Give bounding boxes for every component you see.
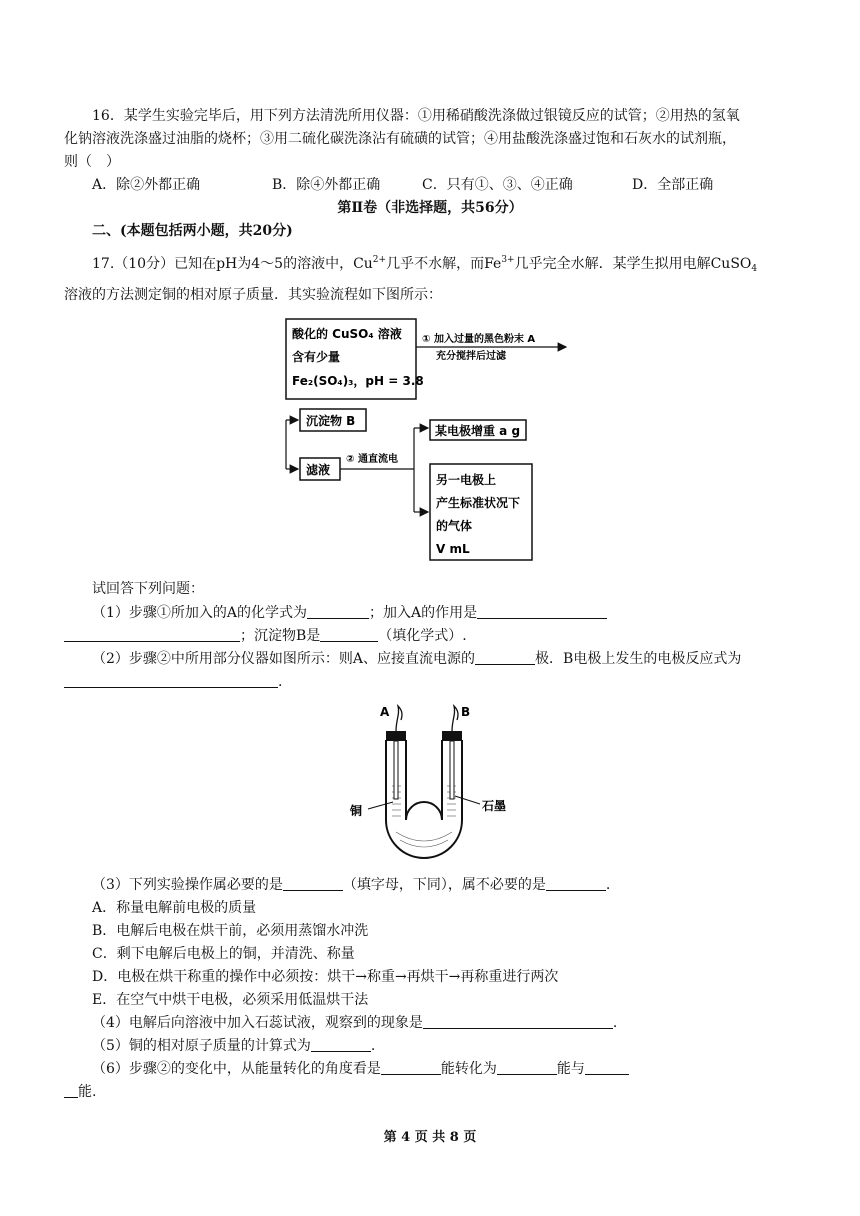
solution-line2: 含有少量: [292, 350, 341, 364]
q17-part6-line2: [64, 1083, 96, 1101]
choice-c: C．剩下电解后电极上的铜，并清洗、称量: [92, 946, 355, 962]
p5-end: .: [370, 1038, 376, 1054]
q17-intro-part-a: 17.（10分）已知在pH为4～5的溶液中，Cu: [92, 256, 373, 272]
q17-intro-part-b: 几乎不水解，而Fe: [386, 256, 502, 272]
q17-part2-line2: [64, 673, 282, 691]
q16-option-c: C．只有①、③、④正确: [422, 177, 573, 193]
precipitate-label: 沉淀物 B: [306, 414, 356, 428]
blank-necessary[interactable]: [283, 877, 343, 891]
experiment-flowchart: [270, 316, 580, 566]
blank-precipitate-b[interactable]: [320, 628, 378, 642]
blank-litmus-phenomenon[interactable]: [423, 1015, 613, 1029]
q17-part4: [92, 1014, 617, 1032]
q16-options: [92, 176, 713, 194]
fe-charge: 3+: [501, 255, 515, 265]
choice-d: D．电极在烘干称重的操作中必须按：烘干→称重→再烘干→再称重进行两次: [92, 969, 559, 985]
p4-end: .: [612, 1015, 618, 1031]
q17-part1-line2: [64, 627, 467, 645]
step1-label-line1: ① 加入过量的黑色粉末 A: [422, 334, 536, 345]
blank-atomic-mass-formula[interactable]: [311, 1038, 371, 1052]
step2-label: ② 通直流电: [346, 454, 398, 465]
q17-part3: [92, 876, 610, 894]
p3-end: .: [605, 877, 611, 893]
answer-prompt: 试回答下列问题：: [92, 581, 204, 597]
choice-e: E．在空气中烘干电极，必须采用低温烘干法: [92, 992, 369, 1008]
stopper-a: [386, 731, 406, 741]
electrolyte-solution: [390, 782, 458, 854]
p3-text-a: （3）下列实验操作属必要的是: [92, 877, 283, 893]
blank-electrode-pole[interactable]: [475, 651, 535, 665]
p6-text-c: 能与: [556, 1061, 585, 1077]
blank-energy-target-1[interactable]: [497, 1061, 557, 1075]
q16-option-a: A．除②外都正确: [92, 177, 201, 193]
p2-text-b: 极．B电极上发生的电极反应式为: [535, 651, 742, 667]
section-title: 第Ⅱ卷（非选择题，共56分）: [337, 200, 523, 216]
q16-line2: 化钠溶液洗涤盛过油脂的烧杯；③用二硫化碳洗涤沾有硫磺的试管；④用盐酸洗涤盛过饱和石灰水的试剂瓶，: [64, 131, 736, 147]
blank-electrode-reaction[interactable]: [64, 674, 278, 688]
q17-part2-line1: [92, 650, 741, 668]
p1-text-d: （填化学式）.: [378, 628, 467, 644]
cu-charge: 2+: [372, 255, 387, 265]
so4-subscript: 4: [751, 264, 758, 274]
result2-line1: 另一电极上: [436, 473, 497, 487]
p5-text-a: （5）铜的相对原子质量的计算式为: [92, 1038, 311, 1054]
p1-text-c: ；沉淀物B是: [240, 628, 321, 644]
graphite-electrode: [450, 741, 454, 799]
blank-energy-source[interactable]: [381, 1061, 441, 1075]
copper-electrode: [394, 741, 398, 799]
blank-a-formula[interactable]: [307, 605, 369, 619]
blank-unnecessary[interactable]: [546, 877, 606, 891]
p2-text-a: （2）步骤②中所用部分仪器如图所示：则A、应接直流电源的: [92, 651, 476, 667]
stopper-b: [442, 731, 462, 741]
p6-text-b: 能转化为: [440, 1061, 497, 1077]
result1-label: 某电极增重 a g: [435, 424, 521, 438]
blank-energy-target-2[interactable]: [585, 1061, 629, 1075]
q17-intro-part-c: 几乎完全水解．某学生拟用电解CuSO: [514, 256, 752, 272]
electrode-a-label: A: [380, 705, 390, 719]
solution-line3: Fe₂(SO₄)₃，pH = 3.8: [292, 374, 424, 388]
u-tube-apparatus: [340, 700, 520, 862]
p3-text-b: （填字母，下同），属不必要的是: [342, 877, 546, 893]
q17-intro-line1: [92, 255, 757, 273]
choice-b: B．电解后电极在烘干前，必须用蒸馏水冲洗: [92, 923, 369, 939]
graphite-label: 石墨: [482, 799, 507, 813]
p1-text-b: ；加入A的作用是: [369, 605, 478, 621]
q16-option-d: D．全部正确: [632, 177, 714, 193]
p6-end: 能.: [78, 1084, 97, 1100]
q17-part5: [92, 1037, 375, 1055]
p1-text-a: （1）步骤①所加入的A的化学式为: [92, 605, 308, 621]
q17-part6-line1: [92, 1060, 629, 1078]
electrode-b-label: B: [461, 705, 471, 719]
u-tube-inner: [406, 740, 442, 820]
choice-a: A．称量电解前电极的质量: [92, 900, 257, 916]
q16-line3: 则（ ）: [64, 154, 120, 170]
result2-line2: 产生标准状况下: [436, 496, 521, 510]
blank-energy-target-2-continued[interactable]: [64, 1084, 78, 1098]
solution-line1: 酸化的 CuSO₄ 溶液: [292, 327, 402, 341]
wire-b-icon: [452, 706, 458, 731]
copper-label: 铜: [350, 804, 363, 818]
step1-label-line2: 充分搅拌后过滤: [436, 351, 506, 362]
blank-a-role-continued[interactable]: [64, 628, 240, 642]
p2-end: .: [278, 674, 283, 690]
wire-a-icon: [396, 706, 402, 731]
filtrate-label: 滤液: [306, 463, 331, 477]
q17-part1-line1: [92, 604, 607, 622]
p6-text-a: （6）步骤②的变化中，从能量转化的角度看是: [92, 1061, 381, 1077]
blank-a-role[interactable]: [477, 605, 607, 619]
q16-line1: 16．某学生实验完毕后，用下列方法清洗所用仪器：①用稀硝酸洗涤做过银镜反应的试管；②用热的氢氧: [92, 108, 740, 124]
section2-heading: 二、(本题包括两小题，共20分): [92, 223, 293, 239]
page-footer: 第 4 页 共 8 页: [383, 1130, 477, 1145]
result2-line3: 的气体: [436, 519, 473, 533]
q17-intro-line2: 溶液的方法测定铜的相对原子质量．其实验流程如下图所示：: [64, 287, 442, 303]
result2-line4: V mL: [436, 542, 470, 556]
p4-text-a: （4）电解后向溶液中加入石蕊试液，观察到的现象是: [92, 1015, 423, 1031]
q16-option-b: B．除④外都正确: [272, 177, 381, 193]
